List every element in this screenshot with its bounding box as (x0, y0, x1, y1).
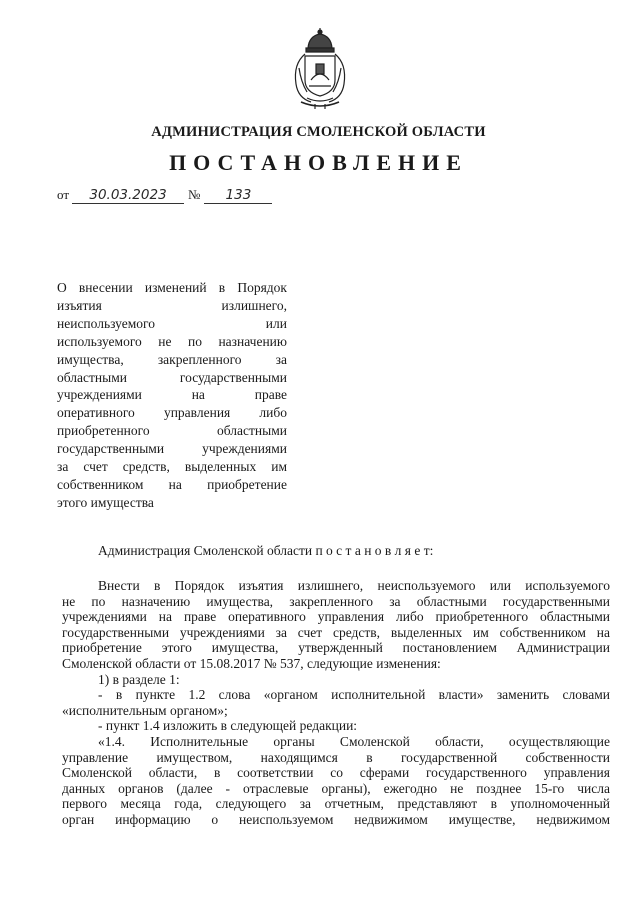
body-line: первого месяца года, следующего за отчетным, представляют в уполномоченный (62, 796, 610, 812)
subject-line: собственником на приобретение (57, 476, 287, 492)
body-line: данных органов (далее - отраслевые органы), ежегодно не позднее 15-го числа (62, 780, 610, 796)
body-line: не по назначению имущества, закрепленного за областными государственными (62, 593, 610, 609)
subject-line: государственными учреждениями (57, 441, 287, 457)
body-line: орган информацию о неиспользуемом недвижимом имуществе, недвижимом (62, 811, 610, 827)
date-number-line (57, 187, 272, 204)
decree-statement: Администрация Смоленской области п о с т а н о в л я е т: (98, 543, 434, 558)
subject-line: этого имущества (57, 494, 154, 510)
body-line: - в пункте 1.2 слова «органом исполнительной власти» заменить словами (98, 687, 610, 703)
handwritten-date: 30.03.2023 (72, 188, 184, 204)
body-line: «исполнительным органом»; (62, 702, 228, 718)
date-prefix: от (57, 187, 70, 202)
body-line: - пункт 1.4 изложить в следующей редакции: (98, 718, 358, 734)
document-body (62, 578, 610, 828)
body-line: 1) в разделе 1: (98, 671, 180, 687)
body-line: Смоленской области от 15.08.2017 № 537, следующие изменения: (62, 655, 441, 671)
coat-of-arms-icon (289, 28, 351, 110)
subject-line: приобретенного областными (57, 423, 287, 439)
body-line: приобретение этого имущества, утвержденный постановлением Администрации (62, 640, 610, 656)
subject-line: за счет средств, выделенных им (57, 459, 287, 475)
document-subject (57, 279, 287, 512)
subject-line: оперативного управления либо (57, 405, 287, 421)
body-line: управление имуществом, находящимся в государственной собственности (62, 749, 610, 765)
body-line: учреждениями на праве оперативного управления либо приобретенного областными (62, 609, 610, 625)
subject-line: имущества, закрепленного за (57, 351, 287, 367)
body-line: Смоленской области, в соответствии со сферами государственного управления (62, 765, 610, 781)
subject-line: неиспользуемого или (57, 315, 287, 331)
document-type: ПОСТАНОВЛЕНИЕ (169, 150, 468, 175)
handwritten-number: 133 (204, 188, 272, 204)
body-line: государственными учреждениями за счет средств, выделенных им собственником на (62, 624, 610, 640)
subject-line: областными государственными (57, 369, 287, 385)
subject-line: изъятия излишнего, (57, 297, 287, 313)
body-line: «1.4. Исполнительные органы Смоленской области, осуществляющие (98, 733, 610, 749)
subject-line: используемого не по назначению (57, 333, 287, 349)
subject-line: учреждениями на праве (57, 387, 287, 403)
organization-name: АДМИНИСТРАЦИЯ СМОЛЕНСКОЙ ОБЛАСТИ (151, 124, 486, 140)
number-prefix: № (188, 187, 201, 202)
body-line: Внести в Порядок изъятия излишнего, неиспользуемого или используемого (98, 578, 610, 593)
subject-line: О внесении изменений в Порядок (57, 280, 287, 295)
